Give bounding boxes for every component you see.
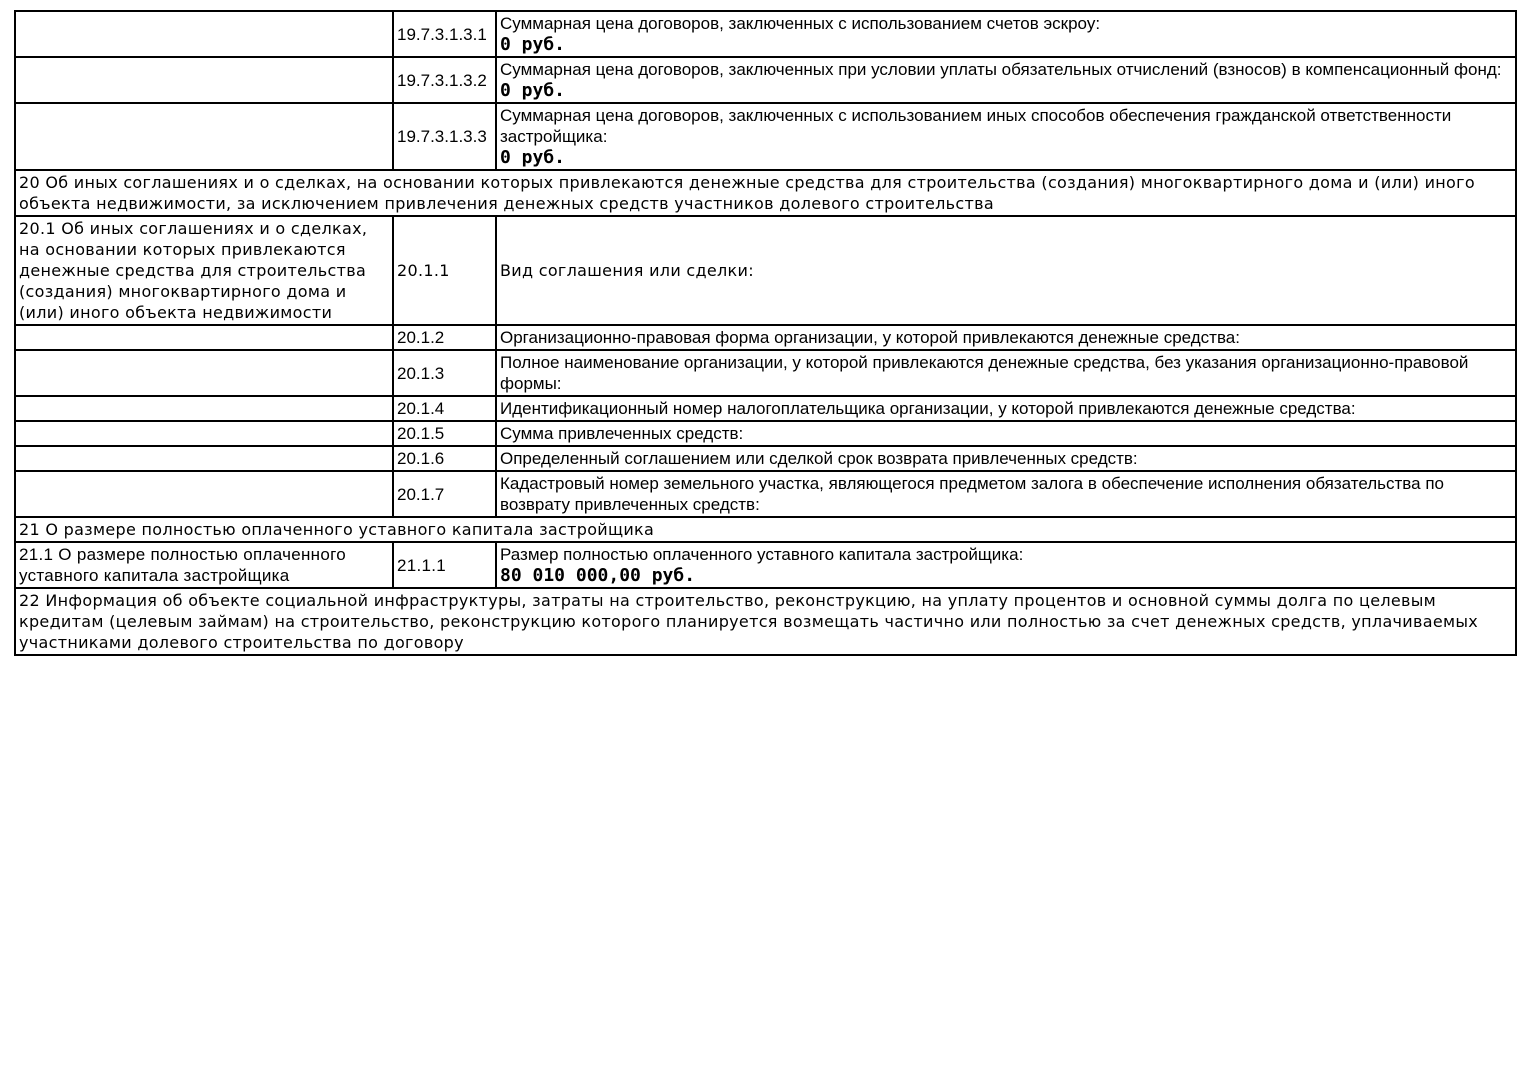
value-text: 0 руб. [500,147,566,168]
row-code-cell [393,350,496,396]
section-header-row [15,517,1516,542]
section-code: 20.1.5 [397,424,445,443]
row-code-cell [393,11,496,57]
question-text: Суммарная цена договоров, заключенных с использованием иных способов обеспечения гражданской ответственности застройщика: [500,106,1452,146]
section-code: 20.1.6 [397,449,445,468]
value-text: 0 руб. [500,80,566,101]
section-header-cell [15,517,1516,542]
row-left-cell [15,57,393,103]
table-row [15,103,1516,170]
question-text: Полное наименование организации, у которой привлекаются денежные средства, без указания организационно-правовой формы: [500,353,1469,393]
section-code: 20.1.4 [397,399,445,418]
section-code: 19.7.3.1.3.2 [397,70,487,90]
question-text: Вид соглашения или сделки: [500,261,754,280]
section-code: 20.1.1 [397,261,450,280]
section-header-row [15,588,1516,655]
section-code: 20.1.3 [397,363,445,383]
row-content-cell [496,325,1516,350]
row-content-cell [496,446,1516,471]
row-content-cell [496,542,1516,588]
section-code: 20.1.2 [397,328,445,347]
table-row [15,57,1516,103]
row-code-cell [393,325,496,350]
value-text: 0 руб. [500,34,566,55]
row-left-cell [15,11,393,57]
section-header-row [15,170,1516,216]
row-code-cell [393,542,496,588]
question-text: Сумма привлеченных средств: [500,424,744,443]
declaration-table [14,10,1517,656]
row-code-cell [393,103,496,170]
table-row [15,11,1516,57]
section-code: 19.7.3.1.3.1 [397,24,487,44]
question-text: Идентификационный номер налогоплательщика организации, у которой привлекаются денежные средства: [500,399,1356,418]
row-left-cell [15,216,393,325]
row-content-cell [496,103,1516,170]
question-text: Определенный соглашением или сделкой срок возврата привлеченных средств: [500,449,1138,468]
row-code-cell [393,57,496,103]
table-row [15,542,1516,588]
row-left-cell [15,325,393,350]
row-left-cell [15,396,393,421]
table-row [15,350,1516,396]
row-left-cell [15,446,393,471]
row-code-cell [393,216,496,325]
row-left-cell [15,421,393,446]
table-row [15,216,1516,325]
section-code: 21.1.1 [397,555,447,575]
question-text: Организационно-правовая форма организации, у которой привлекаются денежные средства: [500,328,1240,347]
section-header-cell [15,588,1516,655]
row-content-cell [496,421,1516,446]
section-header-text: 22 Информация об объекте социальной инфраструктуры, затраты на строительство, реконструкцию, на уплату процентов и основной суммы долга по целевым кредитам (целевым займам) на строительство, реконструкцию которого планируется возмещать частично или полностью за счет денежных средств, уплачиваемых участниками долевого строительства по договору [19,591,1479,652]
row-code-cell [393,446,496,471]
section-code: 19.7.3.1.3.3 [397,127,487,146]
section-header-cell [15,170,1516,216]
group-label-text: 20.1 Об иных соглашениях и о сделках, на основании которых привлекаются денежные средства для строительства (создания) многоквартирного дома и (или) иного объекта недвижимости [19,219,368,322]
table-row [15,396,1516,421]
table-row [15,471,1516,517]
row-left-cell [15,350,393,396]
row-content-cell [496,57,1516,103]
question-text: Кадастровый номер земельного участка, являющегося предметом залога в обеспечение исполнения обязательства по возврату привлеченных средств: [500,474,1444,514]
question-text: Размер полностью оплаченного уставного капитала застройщика: [500,545,1024,564]
row-content-cell [496,350,1516,396]
row-left-cell [15,471,393,517]
row-content-cell [496,471,1516,517]
row-left-cell [15,103,393,170]
row-code-cell [393,396,496,421]
table-row [15,421,1516,446]
group-label-text: 21.1 О размере полностью оплаченного уставного капитала застройщика [19,545,346,585]
section-header-text: 21 О размере полностью оплаченного уставного капитала застройщика [19,520,655,539]
section-header-text: 20 Об иных соглашениях и о сделках, на основании которых привлекаются денежные средства для строительства (создания) многоквартирного дома и (или) иного объекта недвижимости, за исключением привлечения денежных средств участников долевого строительства [19,173,1475,213]
table-row [15,325,1516,350]
row-content-cell [496,396,1516,421]
question-text: Суммарная цена договоров, заключенных при условии уплаты обязательных отчислений (взносов) в компенсационный фонд: [500,60,1502,79]
row-code-cell [393,421,496,446]
row-content-cell [496,216,1516,325]
section-code: 20.1.7 [397,484,445,504]
row-code-cell [393,471,496,517]
row-content-cell [496,11,1516,57]
table-row [15,446,1516,471]
row-left-cell [15,542,393,588]
question-text: Суммарная цена договоров, заключенных с использованием счетов эскроу: [500,14,1101,33]
value-text: 80 010 000,00 руб. [500,565,696,586]
declaration-table-body [15,11,1516,655]
